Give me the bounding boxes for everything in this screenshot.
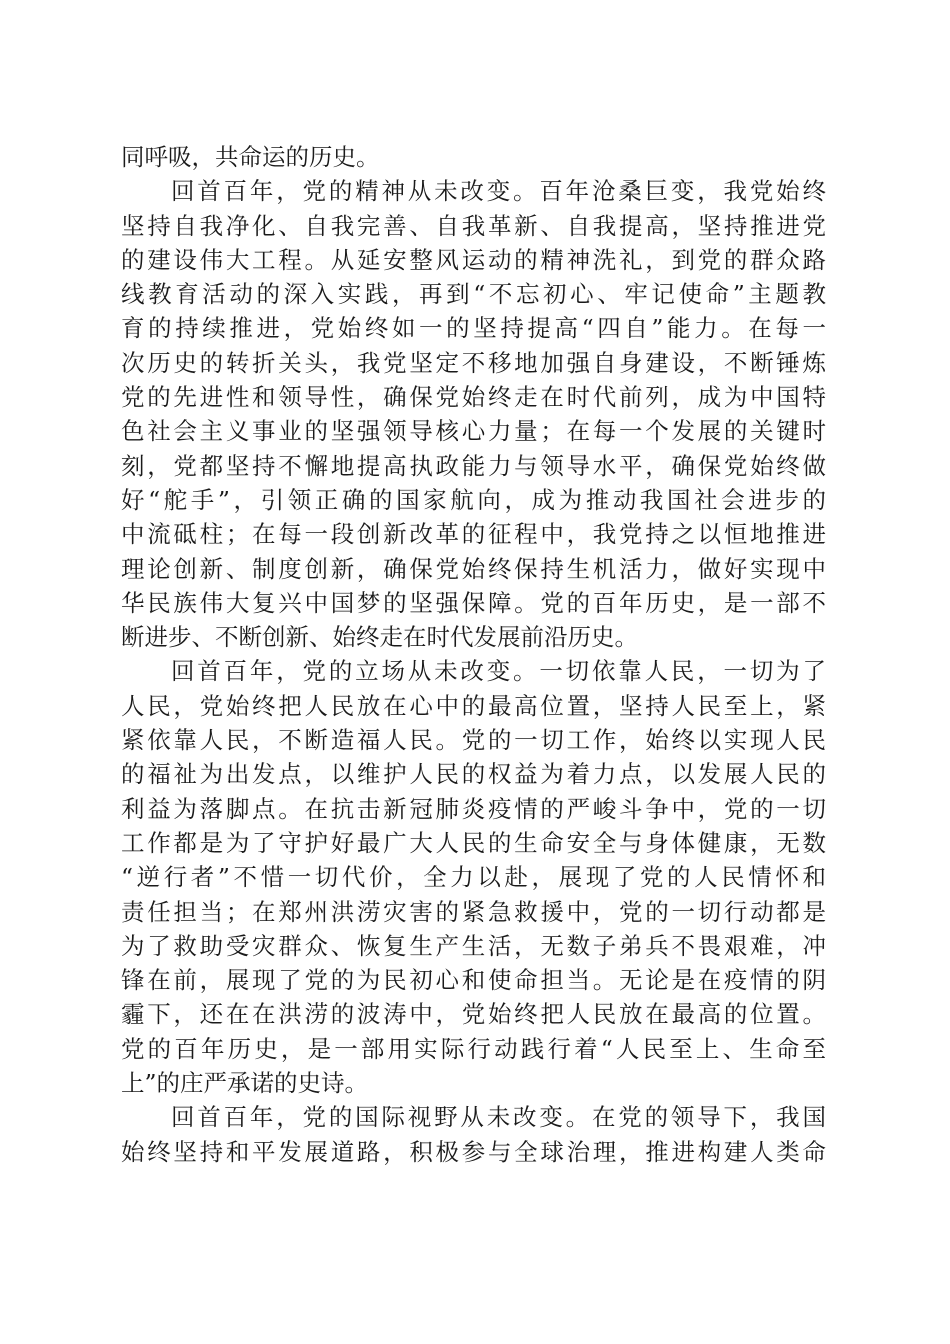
text-line: 中流砥柱；在每一段创新改革的征程中，我党持之以恒地推进 [121,520,826,549]
text-line: 华民族伟大复兴中国梦的坚强保障。党的百年历史，是一部不 [121,588,826,617]
text-line: 回首百年，党的立场从未改变。一切依靠人民，一切为了 [171,657,826,686]
text-line: 的福祉为出发点，以维护人民的权益为着力点，以发展人民的 [121,760,826,789]
text-line: 紧依靠人民，不断造福人民。党的一切工作，始终以实现人民 [121,726,826,755]
text-line: 党的百年历史，是一部用实际行动践行着“人民至上、生命至 [121,1034,826,1063]
text-line: 回首百年，党的国际视野从未改变。在党的领导下，我国 [171,1103,826,1132]
paragraph-party-spirit [121,174,826,654]
text-line: 人民，党始终把人民放在心中的最高位置，坚持人民至上，紧 [121,691,826,720]
body-text [121,140,826,1169]
text-line: 坚持自我净化、自我完善、自我革新、自我提高，坚持推进党 [121,211,826,240]
text-line: 理论创新、制度创新，确保党始终保持生机活力，做好实现中 [121,554,826,583]
text-line: 工作都是为了守护好最广大人民的生命安全与身体健康，无数 [121,828,826,857]
text-line: 回首百年，党的精神从未改变。百年沧桑巨变，我党始终 [171,177,826,206]
paragraph-continuation [121,140,826,174]
text-line: 断进步、不断创新、始终走在时代发展前沿历史。 [121,623,638,652]
text-line: 的建设伟大工程。从延安整风运动的精神洗礼，到党的群众路 [121,245,826,274]
text-line: “逆行者”不惜一切代价，全力以赴，展现了党的人民情怀和 [121,863,826,892]
text-line: 好“舵手”，引领正确的国家航向，成为推动我国社会进步的 [121,485,826,514]
text-line: 上”的庄严承诺的史诗。 [121,1069,369,1098]
text-line: 党的先进性和领导性，确保党始终走在时代前列，成为中国特 [121,383,826,412]
text-line: 霾下，还在在洪涝的波涛中，党始终把人民放在最高的位置。 [121,1000,826,1029]
text-line: 为了救助受灾群众、恢复生产生活，无数子弟兵不畏艰难，冲 [121,931,826,960]
text-line: 同呼吸，共命运的历史。 [121,143,380,171]
text-line: 色社会主义事业的坚强领导核心力量；在每一个发展的关键时 [121,417,826,446]
paragraph-party-stance [121,654,826,1100]
text-line: 责任担当；在郑州洪涝灾害的紧急救援中，党的一切行动都是 [121,897,826,926]
text-line: 锋在前，展现了党的为民初心和使命担当。无论是在疫情的阴 [121,966,826,995]
text-line: 次历史的转折关头，我党坚定不移地加强自身建设，不断锤炼 [121,348,826,377]
text-line: 线教育活动的深入实践，再到“不忘初心、牢记使命”主题教 [121,280,826,309]
text-line: 育的持续推进，党始终如一的坚持提高“四自”能力。在每一 [121,314,826,343]
text-line: 始终坚持和平发展道路，积极参与全球治理，推进构建人类命 [121,1137,826,1166]
text-line: 利益为落脚点。在抗击新冠肺炎疫情的严峻斗争中，党的一切 [121,794,826,823]
text-line: 刻，党都坚持不懈地提高执政能力与领导水平，确保党始终做 [121,451,826,480]
paragraph-international-vision [121,1100,826,1169]
